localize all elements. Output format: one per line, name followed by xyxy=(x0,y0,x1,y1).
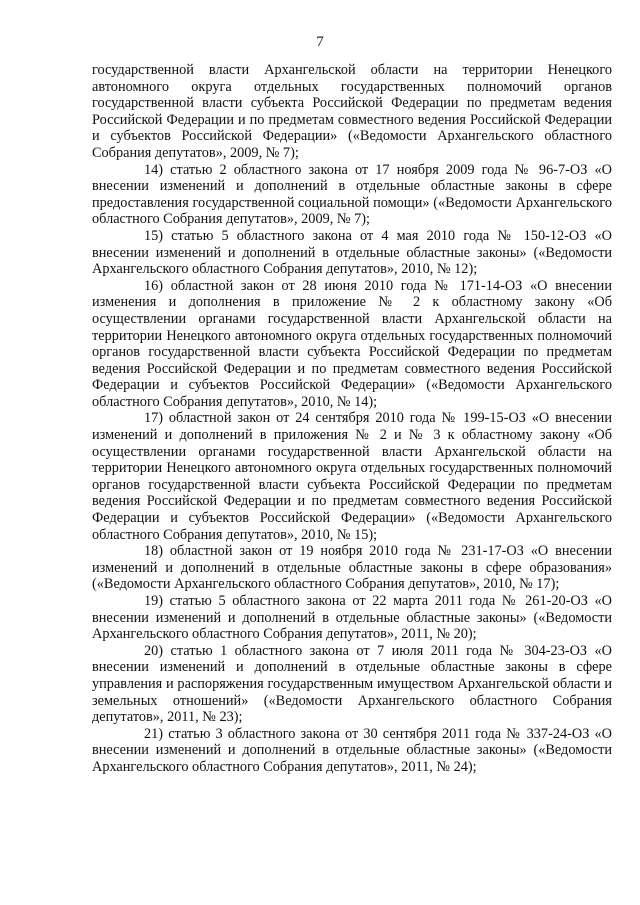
page-number: 7 xyxy=(316,34,324,50)
paragraph-item-20: 20) статью 1 областного закона от 7 июля 2011 года № 304-23-ОЗ «О внесении изменений и дополнений в отдельные областные законы в сфере управления и распоряжения государственным имуществом Архангельской области и земельных отношений» («Ведомости Архангельского областного Собрания депутатов», 2011, № 23); xyxy=(92,642,612,726)
paragraph-item-14: 14) статью 2 областного закона от 17 ноября 2009 года № 96-7-ОЗ «О внесении изменений и дополнений в отдельные областные законы в сфере предоставления государственной социальной помощи» («Ведомости Архангельского областного Собрания депутатов», 2009, № 7); xyxy=(92,161,612,228)
paragraph-continuation: государственной власти Архангельской области на территории Ненецкого автономного округа отдельных государственных полномочий органов государственной власти субъекта Российской Федерации по предметам ведения Российской Федерации и по предметам совместного ведения Российской Федерации и субъектов Российской Федерации» («Ведомости Архангельского областного Собрания депутатов», 2009, № 7); xyxy=(92,62,612,161)
paragraph-item-18: 18) областной закон от 19 ноября 2010 года № 231-17-ОЗ «О внесении изменений и дополнений в отдельные областные законы в сфере образования» («Ведомости Архангельского областного Собрания депутатов», 2010, № 17); xyxy=(92,543,612,593)
document-body xyxy=(92,62,612,776)
paragraph-item-21: 21) статью 3 областного закона от 30 сентября 2011 года № 337-24-ОЗ «О внесении изменений и дополнений в отдельные областные законы» («Ведомости Архангельского областного Собрания депутатов», 2011, № 24); xyxy=(92,725,612,775)
paragraph-item-16: 16) областной закон от 28 июня 2010 года № 171-14-ОЗ «О внесении изменения и дополнения в приложение № 2 к областному закону «Об осуществлении органами государственной власти Архангельской области на территории Ненецкого автономного округа отдельных государственных полномочий органов государственной власти субъекта Российской Федерации по предметам ведения Российской Федерации и по предметам совместного ведения Российской Федерации и субъектов Российской Федерации» («Ведомости Архангельского областного Собрания депутатов», 2010, № 14); xyxy=(92,277,612,410)
paragraph-item-19: 19) статью 5 областного закона от 22 марта 2011 года № 261-20-ОЗ «О внесении изменений и дополнений в отдельные областные законы» («Ведомости Архангельского областного Собрания депутатов», 2011, № 20); xyxy=(92,593,612,643)
paragraph-item-15: 15) статью 5 областного закона от 4 мая 2010 года № 150-12-ОЗ «О внесении изменений и дополнений в отдельные областные законы» («Ведомости Архангельского областного Собрания депутатов», 2010, № 12); xyxy=(92,227,612,278)
paragraph-item-17: 17) областной закон от 24 сентября 2010 года № 199-15-ОЗ «О внесении изменений и дополнений в приложения № 2 и № 3 к областному закону «Об осуществлении органами государственной власти Архангельской области на территории Ненецкого автономного округа отдельных государственных полномочий органов государственной власти субъекта Российской Федерации по предметам ведения Российской Федерации и по предметам совместного ведения Российской Федерации и субъектов Российской Федерации» («Ведомости Архангельского областного Собрания депутатов», 2010, № 15); xyxy=(92,410,612,543)
